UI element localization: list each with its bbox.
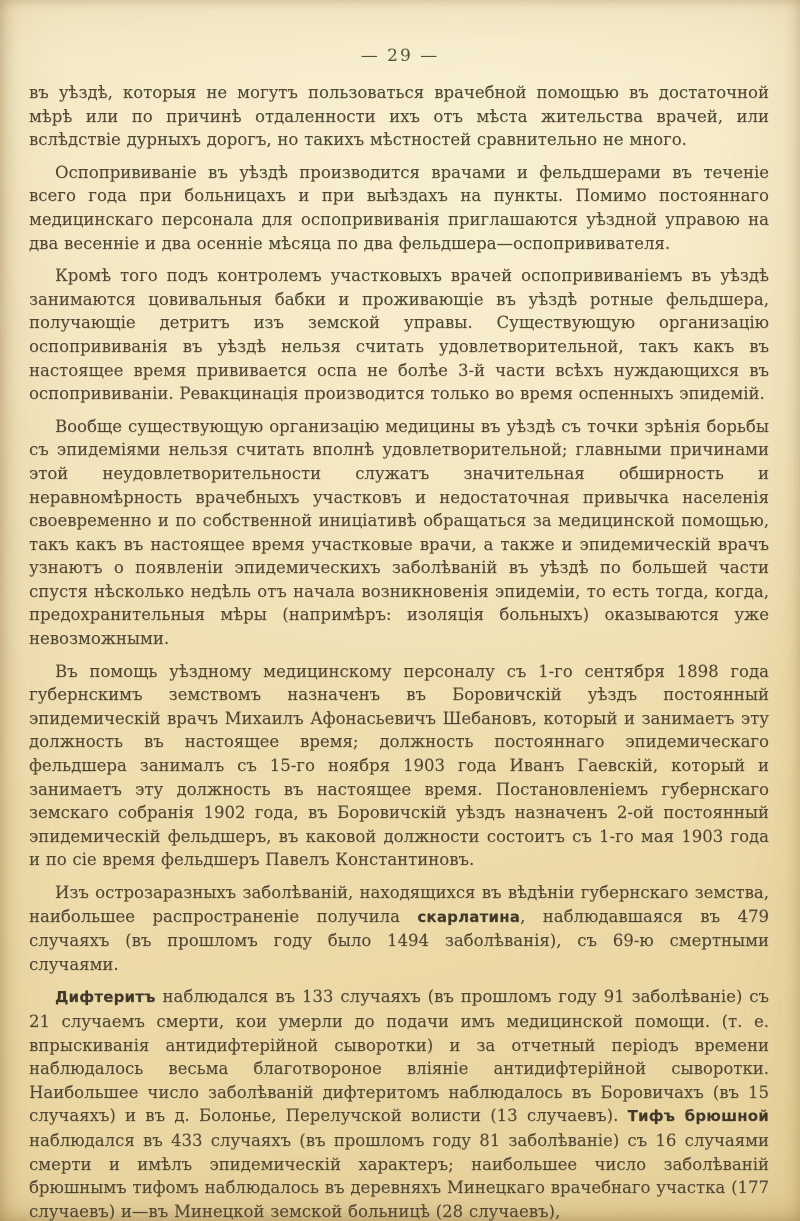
text-run: , наблюдавшаяся въ 479 случаяхъ (въ прошломъ году было 1494 заболѣванія), съ 69-ю смертными случаями. — [29, 906, 769, 974]
page-number: — 29 — — [360, 46, 440, 66]
paragraph — [29, 985, 769, 1221]
paragraph — [29, 81, 769, 152]
disease-term: Дифтеритъ — [55, 988, 156, 1007]
text-run: наблюдался въ 433 случаяхъ (въ прошломъ году 81 заболѣваніе) съ 16 случаями смерти и имѣлъ эпидемическій характеръ; наибольшее число заболѣваній брюшнымъ тифомъ наблюдалось въ деревняхъ Минецкаго врачебнаго участка (177 случаевъ) и—въ Минецкой земской больницѣ (28 случаевъ), — [29, 1130, 769, 1221]
document-body — [29, 81, 769, 1221]
text-run: Изъ острозаразныхъ заболѣваній, находящихся въ вѣдѣніи губернскаго земства, наибольшее распространеніе получила — [29, 883, 769, 926]
text-run: въ уѣздѣ, которыя не могутъ пользоваться врачебной помощью въ достаточной мѣрѣ или по причинѣ отдаленности ихъ отъ мѣста жительства врачей, или вслѣдствіе дурныхъ дорогъ, но такихъ мѣстностей сравнительно не много. — [29, 83, 769, 150]
text-run: Кромѣ того подъ контролемъ участковыхъ врачей оспопрививаніемъ въ уѣздѣ занимаются цовивальныя бабки и проживающіе въ уѣздѣ ротные фельдшера, получающіе детритъ изъ земской управы. Существующую организацію оспопрививанія въ уѣздѣ нельзя считать удовлетворительной, такъ какъ въ настоящее время прививается оспа не болѣе 3-й части всѣхъ нуждающихся въ оспопрививаніи. Ревакцинація производится только во время оспенныхъ эпидемій. — [29, 266, 769, 404]
disease-term: скарлатина — [417, 907, 521, 926]
text-run: Оспопрививаніе въ уѣздѣ производится врачами и фельдшерами въ теченіе всего года при больницахъ и при выѣздахъ на пункты. Помимо постояннаго медицинскаго персонала для оспопрививанія приглашаются уѣздной управою на два весенніе и два осенніе мѣсяца по два фельдшера—оспопрививателя. — [29, 162, 769, 253]
text-run: Вообще существующую организацію медицины въ уѣздѣ съ точки зрѣнія борьбы съ эпидеміями нельзя считать вполнѣ удовлетворительной; главными причинами этой неудовлетворительности служатъ значительная обширность и неравномѣрность врачебныхъ участковъ и недостаточная привычка населенія своевременно и по собственной иниціативѣ обращаться за медицинской помощью, такъ какъ въ настоящее время участковые врачи, а также и эпидемическій врачъ узнаютъ о появленіи эпидемическихъ заболѣваній въ уѣздѣ по большей части спустя нѣсколько недѣль отъ начала возникновенія эпидеміи, то есть тогда, когда, предохранительныя мѣры (напримѣръ: изоляція больныхъ) оказываются уже невозможными. — [29, 416, 769, 649]
paragraph — [29, 660, 769, 872]
disease-term: Тифъ брюшной — [627, 1107, 769, 1126]
text-run: Въ помощь уѣздному медицинскому персоналу съ 1-го сентября 1898 года губернскимъ земствомъ назначенъ въ Боровичскій уѣздъ постоянный эпидемическій врачъ Михаилъ Афонасьевичъ Шебановъ, который и занимаетъ эту должность въ настоящее время; должность постояннаго эпидемическаго фельдшера занималъ съ 15-го ноября 1903 года Иванъ Гаевскій, который и занимаетъ эту должность въ настоящее время. Постановленіемъ губернскаго земскаго собранія 1902 года, въ Боровичскій уѣздъ назначенъ 2-ой постоянный эпидемическій фельдшеръ, въ каковой должности состоитъ съ 1-го мая 1903 года и по сіе время фельдшеръ Павелъ Константиновъ. — [29, 661, 769, 870]
paragraph — [29, 415, 769, 651]
paragraph — [29, 881, 769, 976]
text-run: наблюдался въ 133 случаяхъ (въ прошломъ году 91 заболѣваніе) съ 21 случаемъ смерти, кои умерли до подачи имъ медицинской помощи. (т. е. впрыскиванія антидифтерійной сыворотки) и за отчетный періодъ времени наблюдалось весьма благотвороное вліяніе антидифтерійной сыворотки. Наибольшее число заболѣваній дифтеритомъ наблюдалось въ Боровичахъ (въ 15 случаяхъ) и въ д. Болонье, Перелучской волисти (13 случаевъ). — [29, 987, 769, 1126]
paragraph — [29, 264, 769, 406]
paragraph — [29, 161, 769, 255]
